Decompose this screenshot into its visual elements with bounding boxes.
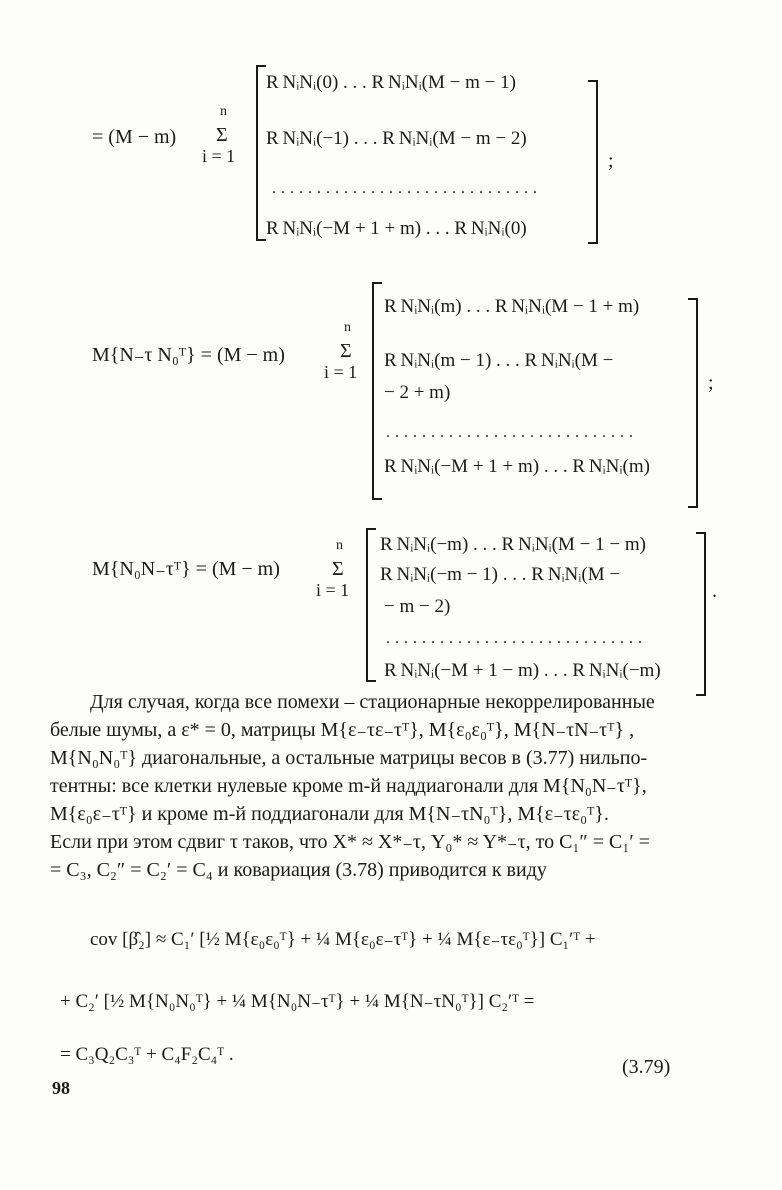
matrix3-prefix: M{N₀N₋τᵀ} = (M − m) bbox=[92, 558, 280, 580]
page-number: 98 bbox=[52, 1078, 70, 1098]
matrix1-left-bracket bbox=[256, 65, 266, 241]
equation-number: (3.79) bbox=[622, 1056, 671, 1078]
matrix2-sum-symbol: Σ bbox=[340, 340, 352, 362]
matrix3-row-2-continued: − m − 2) bbox=[384, 596, 451, 617]
matrix1-row-2: R NᵢNᵢ(−1) . . . R NᵢNᵢ(M − m − 2) bbox=[266, 128, 527, 149]
matrix2-sum-lower: i = 1 bbox=[324, 362, 358, 382]
matrix2-row-last: R NᵢNᵢ(−M + 1 + m) . . . R NᵢNᵢ(m) bbox=[384, 456, 650, 477]
body-paragraph bbox=[50, 688, 740, 884]
matrix3-sum-lower: i = 1 bbox=[316, 580, 350, 600]
matrix1-row-dots: . . . . . . . . . . . . . . . . . . . . . . . . . . . . . . bbox=[272, 180, 538, 197]
formula-line-1: cov [β̂₂] ≈ C₁′ [½ M{ε₀ε₀ᵀ} + ¼ M{ε₀ε₋τᵀ} + ¼ M{ε₋τε₀ᵀ}] C₁′ᵀ + bbox=[90, 929, 596, 950]
paragraph-line: Если при этом сдвиг τ таков, что X* ≈ X*₋τ, Y₀* ≈ Y*₋τ, то C₁″ = C₁′ = bbox=[50, 831, 651, 853]
formula-line-3: = C₃Q₂C₃ᵀ + C₄F₂C₄ᵀ . bbox=[60, 1044, 234, 1065]
formula-line-2: + C₂′ [½ M{N₀N₀ᵀ} + ¼ M{N₀N₋τᵀ} + ¼ M{N₋τN₀ᵀ}] C₂′ᵀ = bbox=[60, 991, 535, 1012]
matrix3-right-bracket bbox=[696, 532, 706, 696]
matrix3-sum-symbol: Σ bbox=[332, 558, 344, 580]
matrix1-right-bracket bbox=[588, 80, 598, 244]
matrix2-suffix: ; bbox=[708, 372, 714, 394]
paragraph-line: белые шумы, а ε* = 0, матрицы M{ε₋τε₋τᵀ}, M{ε₀ε₀ᵀ}, M{N₋τN₋τᵀ} , bbox=[50, 719, 635, 741]
matrix1-prefix: = (M − m) bbox=[92, 126, 177, 148]
paragraph-line: тентны: все клетки нулевые кроме m-й наддиагонали для M{N₀N₋τᵀ}, bbox=[50, 775, 647, 797]
paragraph-line: Для случая, когда все помехи – стационарные некоррелированные bbox=[90, 691, 655, 713]
matrix3-row-last: R NᵢNᵢ(−M + 1 − m) . . . R NᵢNᵢ(−m) bbox=[384, 660, 661, 681]
matrix3-left-bracket bbox=[366, 528, 376, 682]
matrix2-prefix: M{N₋τ N₀ᵀ} = (M − m) bbox=[92, 344, 285, 366]
matrix2-sum-upper: n bbox=[344, 320, 351, 335]
matrix1-sum-lower: i = 1 bbox=[202, 146, 236, 166]
matrix3-row-2: R NᵢNᵢ(−m − 1) . . . R NᵢNᵢ(M − bbox=[380, 564, 621, 585]
matrix1-sum-symbol: Σ bbox=[216, 124, 228, 146]
matrix2-left-bracket bbox=[372, 282, 382, 500]
matrix3-row-dots: . . . . . . . . . . . . . . . . . . . . . . . . . . . . . bbox=[386, 630, 643, 647]
matrix1-suffix: ; bbox=[608, 150, 614, 172]
matrix2-row-dots: . . . . . . . . . . . . . . . . . . . . . . . . . . . . bbox=[386, 424, 634, 441]
matrix1-sum-upper: n bbox=[220, 104, 227, 119]
matrix2-right-bracket bbox=[688, 298, 698, 508]
paragraph-line: M{ε₀ε₋τᵀ} и кроме m-й поддиагонали для M{N₋τN₀ᵀ}, M{ε₋τε₀ᵀ}. bbox=[50, 803, 609, 825]
matrix3-row-1: R NᵢNᵢ(−m) . . . R NᵢNᵢ(M − 1 − m) bbox=[380, 534, 646, 555]
matrix1-row-last: R NᵢNᵢ(−M + 1 + m) . . . R NᵢNᵢ(0) bbox=[266, 218, 527, 239]
matrix2-row-2: R NᵢNᵢ(m − 1) . . . R NᵢNᵢ(M − bbox=[384, 350, 614, 371]
paragraph-line: M{N₀N₀ᵀ} диагональные, а остальные матрицы весов в (3.77) нильпо- bbox=[50, 747, 648, 769]
matrix3-suffix: . bbox=[712, 580, 717, 602]
matrix2-row-1: R NᵢNᵢ(m) . . . R NᵢNᵢ(M − 1 + m) bbox=[384, 296, 640, 317]
matrix2-row-2-continued: − 2 + m) bbox=[384, 382, 451, 403]
matrix1-row-1: R NᵢNᵢ(0) . . . R NᵢNᵢ(M − m − 1) bbox=[266, 72, 516, 93]
matrix3-sum-upper: n bbox=[336, 538, 343, 553]
paragraph-line: = C₃, C₂″ = C₂′ = C₄ и ковариация (3.78) приводится к виду bbox=[50, 859, 547, 881]
